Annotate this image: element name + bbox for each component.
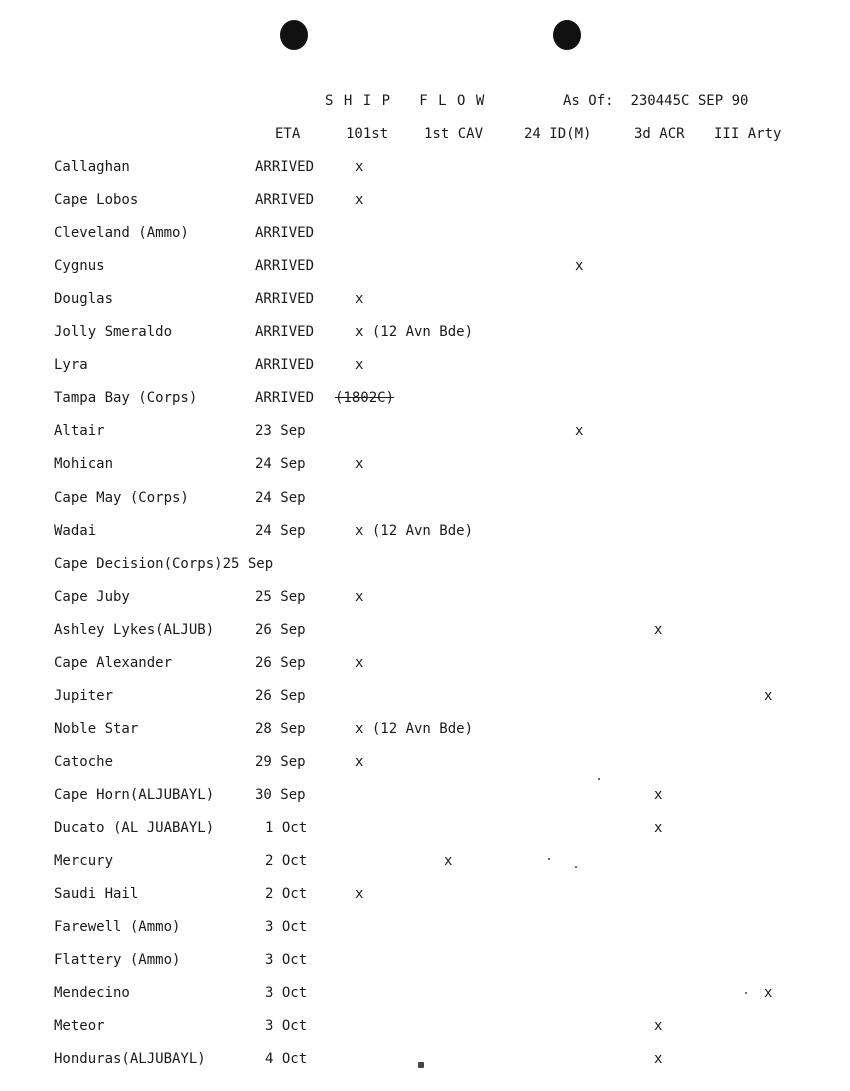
ship-name: Wadai: [54, 522, 97, 539]
unit-mark-c3acr: x: [654, 1018, 663, 1035]
column-header-1st-cav: 1st CAV: [424, 126, 484, 142]
ship-name: Callaghan: [54, 159, 130, 175]
eta-cell: 2 Oct: [265, 886, 308, 903]
eta-cell: 3 Oct: [265, 952, 308, 969]
ship-name: Lyra: [54, 357, 88, 374]
ship-name: Altair: [54, 423, 105, 440]
eta-cell: 4 Oct: [265, 1051, 308, 1068]
table-row: [0, 985, 850, 1018]
column-header-eta: ETA: [275, 126, 301, 142]
unit-mark-c3arty: x: [764, 687, 773, 704]
column-header-101st: 101st: [346, 126, 389, 142]
eta-cell: 24 Sep: [255, 489, 306, 506]
table-row: [0, 589, 850, 622]
eta-cell: 3 Oct: [265, 985, 308, 1002]
as-of-stamp: [563, 93, 748, 109]
unit-mark-c3acr: x: [654, 786, 663, 803]
scan-speck: [745, 992, 747, 994]
ship-name: Jolly Smeraldo: [54, 324, 173, 341]
eta-cell: 24 Sep: [255, 456, 306, 473]
document-title: S H I P F L O W: [325, 93, 486, 109]
ship-name: Ashley Lykes(ALJUB): [54, 621, 215, 638]
unit-mark-c101: x: [355, 291, 364, 308]
ship-name: Catoche: [54, 753, 114, 770]
table-row: [0, 853, 850, 886]
eta-cell: ARRIVED: [255, 225, 315, 242]
ship-name: Farewell (Ammo): [54, 919, 181, 936]
unit-mark-c101: x (12 Avn Bde): [355, 720, 474, 737]
table-row: [0, 622, 850, 655]
table-row: [0, 490, 850, 523]
eta-cell: 3 Oct: [265, 1018, 308, 1035]
eta-cell: 26 Sep: [255, 687, 306, 704]
table-row: [0, 423, 850, 456]
ship-name: Flattery (Ammo): [54, 952, 181, 969]
column-header-24-id: 24 ID(M): [524, 126, 592, 142]
table-row: [0, 754, 850, 787]
eta-cell: 28 Sep: [255, 720, 306, 737]
ship-name: Mohican: [54, 456, 114, 473]
unit-mark-c1cav: x: [444, 853, 453, 870]
eta-cell: ARRIVED: [255, 357, 315, 374]
eta-cell: ARRIVED: [255, 390, 315, 407]
table-row: [0, 324, 850, 357]
ship-name: Cape Decision(Corps)25 Sep: [54, 555, 274, 572]
ship-name: Cape Alexander: [54, 654, 173, 671]
eta-cell: 26 Sep: [255, 654, 306, 671]
ship-name: Cygnus: [54, 258, 105, 275]
scan-speck: [418, 1062, 424, 1068]
eta-cell: 23 Sep: [255, 423, 306, 440]
ship-name: Douglas: [54, 291, 114, 308]
ship-name: Saudi Hail: [54, 886, 139, 903]
eta-cell: 29 Sep: [255, 753, 306, 770]
table-row: [0, 258, 850, 291]
ship-name: Meteor: [54, 1018, 105, 1035]
as-of-label: As Of:: [563, 93, 614, 109]
unit-mark-c3acr: x: [654, 621, 663, 638]
table-row: [0, 192, 850, 225]
table-row: [0, 556, 850, 589]
unit-mark-c101: x (12 Avn Bde): [355, 324, 474, 341]
unit-mark-c101: x: [355, 456, 364, 473]
table-row: [0, 159, 850, 192]
table-row: [0, 655, 850, 688]
scan-speck: [548, 858, 550, 860]
ship-name: Cape Horn(ALJUBAYL): [54, 786, 215, 803]
as-of-value: 230445C SEP 90: [630, 93, 749, 109]
eta-cell: 30 Sep: [255, 786, 306, 803]
eta-cell: ARRIVED: [255, 159, 315, 175]
unit-mark-c3acr: x: [654, 1051, 663, 1068]
table-row: [0, 225, 850, 258]
unit-mark-c101: x (12 Avn Bde): [355, 522, 474, 539]
eta-cell: 2 Oct: [265, 853, 308, 870]
unit-mark-c101: x: [355, 886, 364, 903]
table-row: [0, 291, 850, 324]
unit-mark-c101: x: [355, 192, 364, 209]
ship-name: Jupiter: [54, 687, 114, 704]
ship-name: Honduras(ALJUBAYL): [54, 1051, 206, 1068]
unit-mark-c101: x: [355, 357, 364, 374]
eta-cell: ARRIVED: [255, 258, 315, 275]
eta-cell: ARRIVED: [255, 291, 315, 308]
ship-name: Cape Lobos: [54, 192, 139, 209]
table-row: [0, 390, 850, 423]
punch-hole-right: [553, 20, 581, 50]
eta-cell: 26 Sep: [255, 621, 306, 638]
ship-name: Mercury: [54, 853, 114, 870]
table-row: [0, 1018, 850, 1051]
unit-mark-c101: x: [355, 159, 364, 175]
table-row: [0, 787, 850, 820]
table-row: [0, 1051, 850, 1084]
eta-cell: 25 Sep: [255, 588, 306, 605]
eta-cell: ARRIVED: [255, 192, 315, 209]
ship-name: Mendecino: [54, 985, 130, 1002]
column-header-iii-arty: III Arty: [714, 126, 782, 142]
table-row: [0, 919, 850, 952]
eta-cell: ARRIVED: [255, 324, 315, 341]
ship-name: Noble Star: [54, 720, 139, 737]
eta-cell: 24 Sep: [255, 522, 306, 539]
ship-name: Cleveland (Ammo): [54, 225, 189, 242]
table-row: [0, 886, 850, 919]
scan-speck: [575, 866, 577, 868]
struck-note: (1802C): [335, 390, 395, 407]
table-row: [0, 688, 850, 721]
unit-mark-c3arty: x: [764, 985, 773, 1002]
unit-mark-c24id: x: [575, 258, 584, 275]
table-row: [0, 820, 850, 853]
scan-speck: [598, 778, 600, 780]
ship-name: Cape May (Corps): [54, 489, 189, 506]
table-row: [0, 952, 850, 985]
ship-name: Ducato (AL JUABAYL): [54, 820, 215, 836]
unit-mark-c101: x: [355, 588, 364, 605]
ship-name: Cape Juby: [54, 588, 130, 605]
table-row: [0, 456, 850, 489]
table-row: [0, 721, 850, 754]
column-header-3d-acr: 3d ACR: [634, 126, 685, 142]
unit-mark-c24id: x: [575, 423, 584, 440]
eta-cell: 1 Oct: [265, 820, 308, 836]
table-row: [0, 357, 850, 390]
unit-mark-c101: x: [355, 753, 364, 770]
unit-mark-c101: x: [355, 654, 364, 671]
unit-mark-c3acr: x: [654, 820, 663, 836]
punch-hole-left: [280, 20, 308, 50]
table-row: [0, 523, 850, 556]
ship-name: Tampa Bay (Corps): [54, 390, 198, 407]
eta-cell: 3 Oct: [265, 919, 308, 936]
